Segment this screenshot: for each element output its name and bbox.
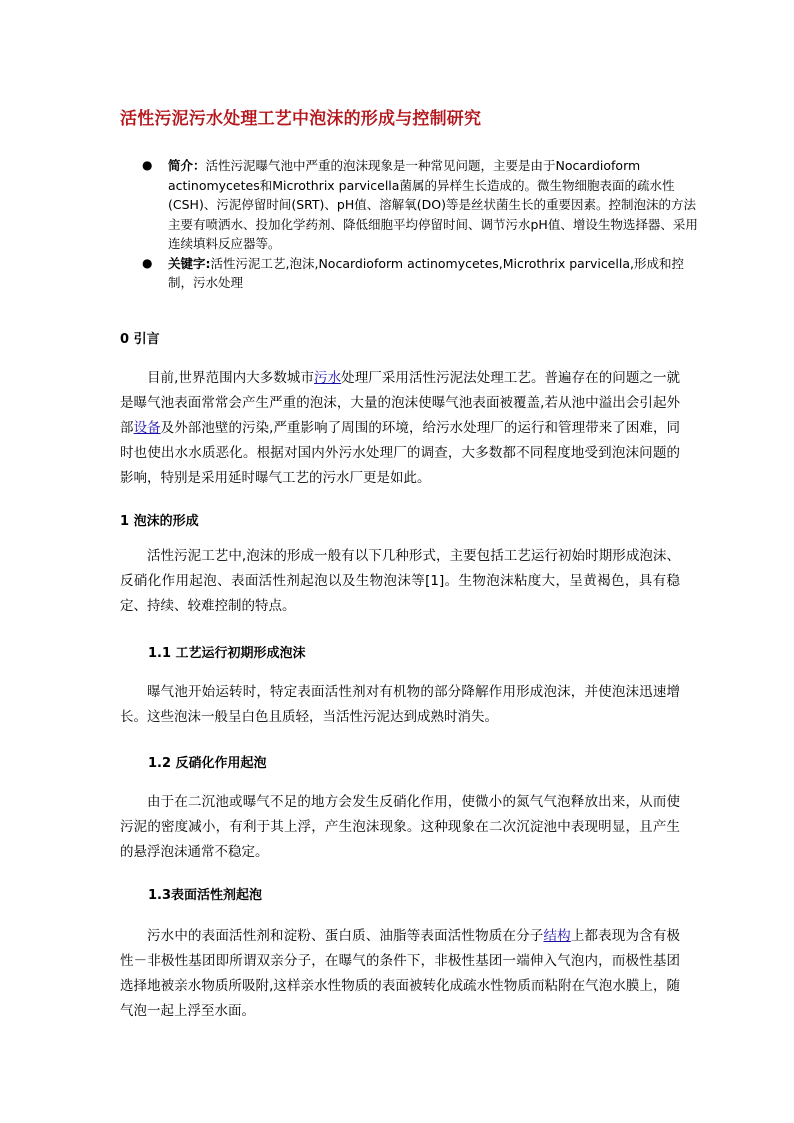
keywords-item <box>140 254 700 293</box>
section-heading-intro: 0 引言 <box>120 332 160 347</box>
subsection-heading-1-3: 1.3表面活性剂起泡 <box>148 888 263 903</box>
document-title: 活性污泥污水处理工艺中泡沫的形成与控制研究 <box>120 109 482 129</box>
summary-list <box>140 156 700 293</box>
summary-label: 简介： <box>168 158 206 173</box>
section-heading-formation: 1 泡沫的形成 <box>120 514 199 529</box>
paragraph-1-2: 由于在二沉池或曝气不足的地方会发生反硝化作用，使微小的氮气气泡释放出来，从而使污泥的密度减小，有利于其上浮，产生泡沫现象。这种现象在二次沉淀池中表现明显，且产生的悬浮泡沫通常不稳定。 <box>120 794 680 860</box>
bullet-icon: ● <box>142 158 153 172</box>
paragraph-1-3: 污水中的表面活性剂和淀粉、蛋白质、油脂等表面活性物质在分子结构上都表现为含有极性－非极性基团即所谓双亲分子，在曝气的条件下，非极性基团一端伸入气泡内，而极性基团选择地被亲水物质所吸附,这样亲水性物质的表面被转化成疏水性物质而粘附在气泡水膜上，随气泡一起上浮至水面。 <box>120 928 681 1019</box>
bullet-icon: ● <box>142 255 153 270</box>
link-structure[interactable]: 结构 <box>543 928 571 944</box>
keywords-label: 关键字: <box>168 255 211 271</box>
link-equipment[interactable]: 设备 <box>133 420 161 436</box>
intro-paragraph: 目前,世界范围内大多数城市污水处理厂采用活性污泥法处理工艺。普遍存在的问题之一就是曝气池表面常常会产生严重的泡沫，大量的泡沫使曝气池表面被覆盖,若从池中溢出会引起外部设备及外部池壁的污染,严重影响了周围的环境，给污水处理厂的运行和管理带来了困难，同时也使出水水质恶化。根据对国内外污水处理厂的调查，大多数都不同程度地受到泡沫问题的影响，特别是采用延时曝气工艺的污水厂更是如此。 <box>120 370 681 486</box>
subsection-heading-1-1: 1.1 工艺运行初期形成泡沫 <box>148 646 306 661</box>
formation-paragraph: 活性污泥工艺中,泡沫的形成一般有以下几种形式，主要包括工艺运行初始时期形成泡沫、反硝化作用起泡、表面活性剂起泡以及生物泡沫等[1]。生物泡沫粘度大，呈黄褐色，具有稳定、持续、较难控制的特点。 <box>120 548 680 614</box>
paragraph-1-1: 曝气池开始运转时，特定表面活性剂对有机物的部分降解作用形成泡沫，并使泡沫迅速增长。这些泡沫一般呈白色且质轻，当活性污泥达到成熟时消失。 <box>120 684 680 725</box>
link-wastewater[interactable]: 污水 <box>314 370 342 386</box>
keywords-text: 活性污泥工艺,泡沫,Nocardioform actinomycetes,Microthrix parvicella,形成和控制，污水处理 <box>168 255 684 290</box>
subsection-heading-1-2: 1.2 反硝化作用起泡 <box>148 756 267 771</box>
summary-text: 活性污泥曝气池中严重的泡沫现象是一种常见问题，主要是由于Nocardioform actinomycetes和Microthrix parvicella菌属的异样生长造成的。微生物细胞表面的疏水性(CSH)、污泥停留时间(SRT)、pH值、溶解氧(DO)等是丝状菌生长的重要因素。控制泡沫的方法主要有喷洒水、投加化学药剂、降低细胞平均停留时间、调节污水pH值、增设生物选择器、采用连续填料反应器等。 <box>168 158 698 251</box>
summary-item <box>140 156 700 254</box>
